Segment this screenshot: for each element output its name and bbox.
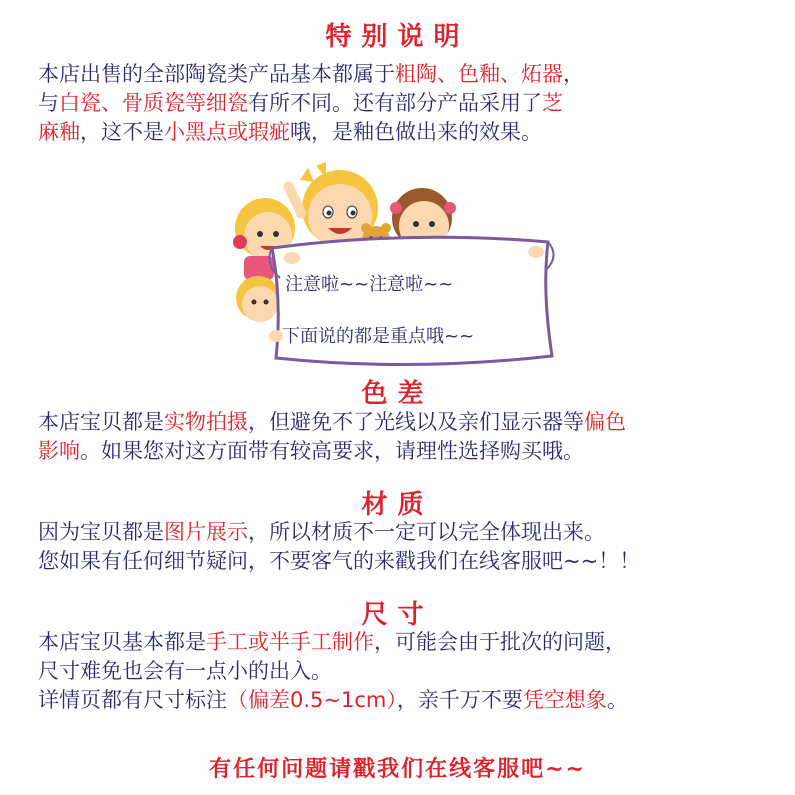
kids-sign-illustration	[230, 160, 560, 372]
page-title: 特别说明	[325, 22, 470, 52]
size-section-title: 尺寸	[361, 600, 434, 630]
paragraph-line	[38, 60, 778, 89]
body-text: 有所不同。还有部分产品采用了	[248, 91, 542, 115]
color-section-paragraph	[38, 408, 778, 466]
color-section-title: 色差	[361, 379, 434, 409]
highlight-text: 白瓷、骨质瓷等细瓷	[59, 91, 248, 115]
sign-line-2: 下面说的都是重点哦~~	[282, 326, 475, 347]
body-text: ，所以材质不一定可以完全体现出来。	[248, 520, 605, 544]
sign-line-1: 注意啦~~注意啦~~	[285, 274, 454, 295]
highlight-text: 小黑点或瑕疵	[164, 120, 290, 144]
body-text: 详情页都有尺寸标注	[38, 688, 227, 712]
highlight-text: 实物拍摄	[164, 410, 248, 434]
paragraph-line	[38, 518, 778, 547]
body-text: ，这不是	[80, 120, 164, 144]
highlight-text: 凭空想象	[522, 688, 607, 712]
body-text: 尺寸难免也会有一点小的出入。	[38, 659, 332, 683]
kid-bottom-left-icon	[236, 276, 280, 322]
highlight-text: 图片展示	[164, 520, 248, 544]
size-section-paragraph	[38, 628, 778, 715]
body-text: ，但避免不了光线以及亲们显示器等	[248, 410, 584, 434]
footer-contact-text: 有任何问题请戳我们在线客服吧~~	[209, 757, 586, 782]
body-text: 哦，是釉色做出来的效果。	[290, 120, 542, 144]
body-text: ，	[563, 62, 584, 86]
body-text: 本店出售的全部陶瓷类产品基本都属于	[38, 62, 395, 86]
paragraph-line	[38, 628, 778, 657]
highlight-text: 粗陶、色釉、炻器	[395, 62, 563, 86]
highlight-text: 手工或半手工制作	[206, 630, 374, 654]
paragraph-line	[38, 89, 778, 118]
paragraph-line	[38, 547, 778, 576]
material-section-title: 材质	[361, 490, 434, 520]
body-text: 您如果有任何细节疑问，不要客气的来戳我们在线客服吧~~！！	[38, 549, 641, 573]
body-text: 。	[606, 688, 628, 712]
highlight-text: （偏差0.5~1cm）	[227, 688, 397, 712]
body-text: 与	[38, 91, 59, 115]
paragraph-line	[38, 408, 778, 437]
highlight-text: 影响	[38, 439, 80, 463]
material-section-paragraph	[38, 518, 778, 576]
intro-paragraph	[38, 60, 778, 147]
body-text: 本店宝贝都是	[38, 410, 164, 434]
paragraph-line	[38, 118, 778, 147]
paragraph-line	[38, 686, 778, 715]
paragraph-line	[38, 657, 778, 686]
paragraph-line	[38, 437, 778, 466]
body-text: 。如果您对这方面带有较高要求，请理性选择购买哦。	[80, 439, 584, 463]
highlight-text: 芝	[542, 91, 563, 115]
body-text: ，亲千万不要	[396, 688, 523, 712]
highlight-text: 麻釉	[38, 120, 80, 144]
highlight-text: 偏色	[584, 410, 626, 434]
body-text: 因为宝贝都是	[38, 520, 164, 544]
body-text: 本店宝贝基本都是	[38, 630, 206, 654]
body-text: ，可能会由于批次的问题，	[374, 630, 626, 654]
